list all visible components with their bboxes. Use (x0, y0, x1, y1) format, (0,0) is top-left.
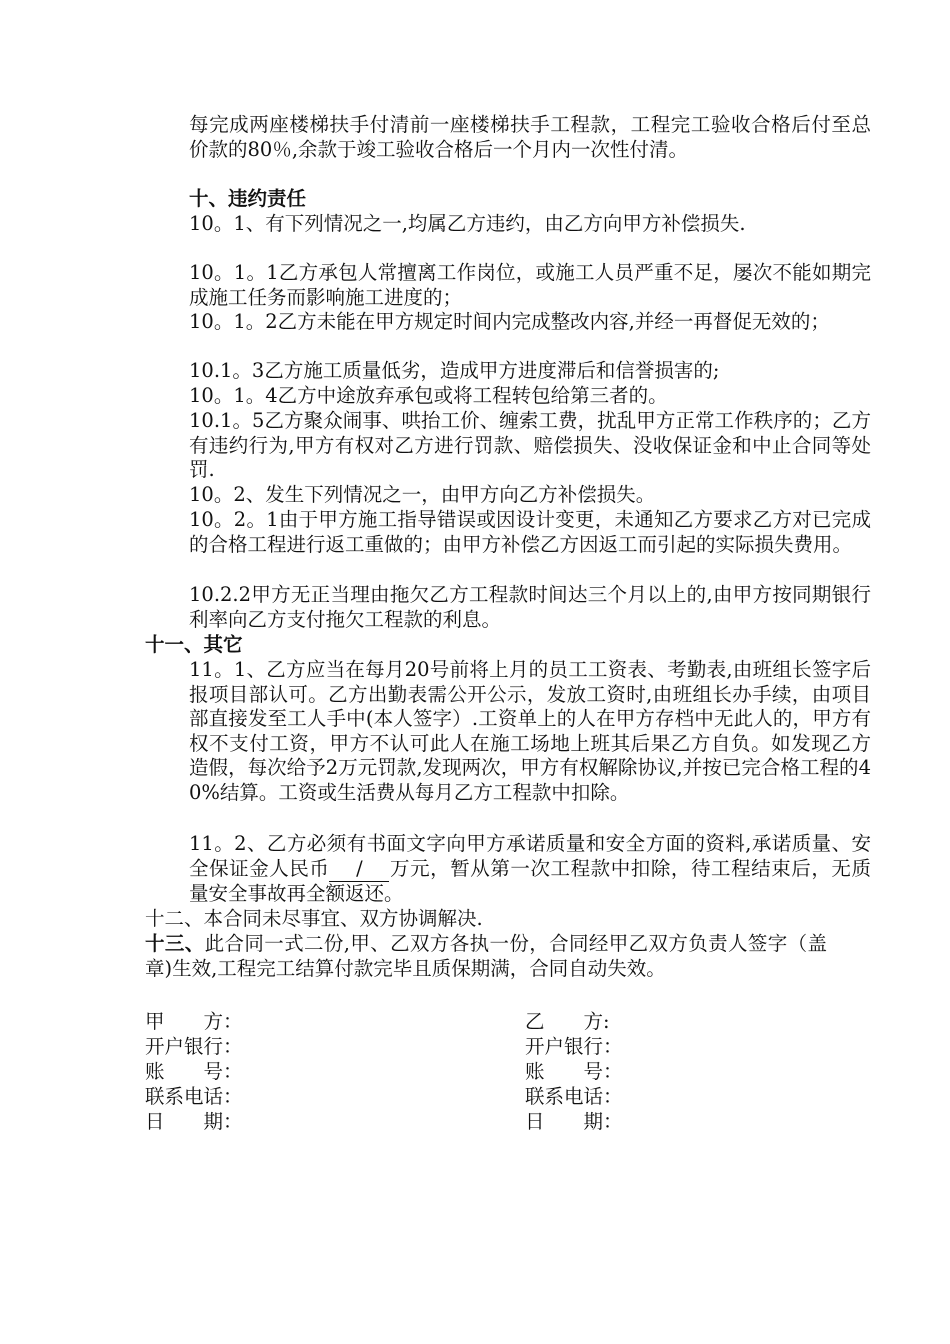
party-b-name-label: 乙 方: (525, 1010, 610, 1033)
clause-11-2 (145, 832, 871, 907)
section-12: 十二、本合同未尽事宜、双方协调解决. (145, 907, 483, 930)
party-a-phone-label: 联系电话： (145, 1085, 243, 1108)
party-a-bank-label: 开户银行： (145, 1035, 243, 1058)
clause-10-1-1: 10。1。1乙方承包人常擅离工作岗位，或施工人员严重不足，屡次不能如期完成施工任务而影响施工进度的； (189, 261, 871, 309)
clause-10-1-5: 10.1。5乙方聚众闹事、哄抬工价、缠索工费，扰乱甲方正常工作秩序的；乙方有违约行为,甲方有权对乙方进行罚款、赔偿损失、没收保证金和中止合同等处罚. (189, 409, 871, 481)
clause-10-2-2: 10.2.2甲方无正当理由拖欠乙方工程款时间达三个月以上的,由甲方按同期银行利率向乙方支付拖欠工程款的利息。 (189, 583, 871, 631)
payment-paragraph: 每完成两座楼梯扶手付清前一座楼梯扶手工程款，工程完工验收合格后付至总价款的80％,余款于竣工验收合格后一个月内一次性付清。 (189, 113, 871, 161)
clause-10-2: 10。2、发生下列情况之一，由甲方向乙方补偿损失。 (189, 483, 656, 506)
party-b-account-label: 账 号： (525, 1060, 623, 1083)
party-b-phone-label: 联系电话： (525, 1085, 623, 1108)
party-a-name-label: 甲 方： (145, 1010, 243, 1033)
clause-10-2-1: 10。2。1由于甲方施工指导错误或因设计变更，未通知乙方要求乙方对已完成的合格工程进行返工重做的；由甲方补偿乙方因返工而引起的实际损失费用。 (189, 508, 871, 556)
party-a-account-label: 账 号： (145, 1060, 243, 1083)
clause-10-1: 10。1、有下列情况之一,均属乙方违约，由乙方向甲方补偿损失. (189, 212, 746, 235)
section-13-text: 此合同一式二份,甲、乙双方各执一份，合同经甲乙双方负责人签字（盖章)生效,工程完工结算付款完毕且质保期满，合同自动失效。 (145, 932, 827, 980)
clause-10-1-4: 10。1。4乙方中途放弃承包或将工程转包给第三者的。 (189, 384, 668, 407)
section-11-heading: 十一、其它 (145, 633, 243, 656)
deposit-amount-blank: / (329, 857, 389, 883)
section-13 (145, 932, 827, 981)
party-a-date-label: 日 期： (145, 1110, 243, 1133)
party-b-bank-label: 开户银行： (525, 1035, 623, 1058)
clause-11-1: 11。1、乙方应当在每月20号前将上月的员工工资表、考勤表,由班组长签字后报项目部认可。乙方出勤表需公开公示，发放工资时,由班组长办手续，由项目部直接发至工人手中(本人签字）.工资单上的人在甲方存档中无此人的，甲方有权不支付工资，甲方不认可此人在施工场地上班其后果乙方自负。如发现乙方造假，每次给予2万元罚款,发现两次，甲方有权解除协议,并按已完合格工程的40%结算。工资或生活费从每月乙方工程款中扣除。 (189, 658, 871, 804)
party-a-signature-block (145, 1010, 243, 1135)
party-b-signature-block (525, 1010, 623, 1135)
party-b-date-label: 日 期： (525, 1110, 623, 1133)
section-13-heading: 十三、 (145, 932, 205, 955)
clause-11-2-text-a: 11。2、乙方必须有书面文字向甲方承诺质量和安全方面的资料,承诺质量、安全保证金人民币 (189, 832, 871, 880)
clause-10-1-3: 10.1。3乙方施工质量低劣，造成甲方进度滞后和信誉损害的; (189, 359, 720, 382)
section-10-heading: 十、违约责任 (189, 187, 307, 210)
clause-10-1-2: 10。1。2乙方未能在甲方规定时间内完成整改内容,并经一再督促无效的； (189, 310, 830, 333)
clause-11-2-text-b: 万元，暂从第一次工程款中扣除，待工程结束后，无质量安全事故再全额返还。 (189, 856, 871, 905)
